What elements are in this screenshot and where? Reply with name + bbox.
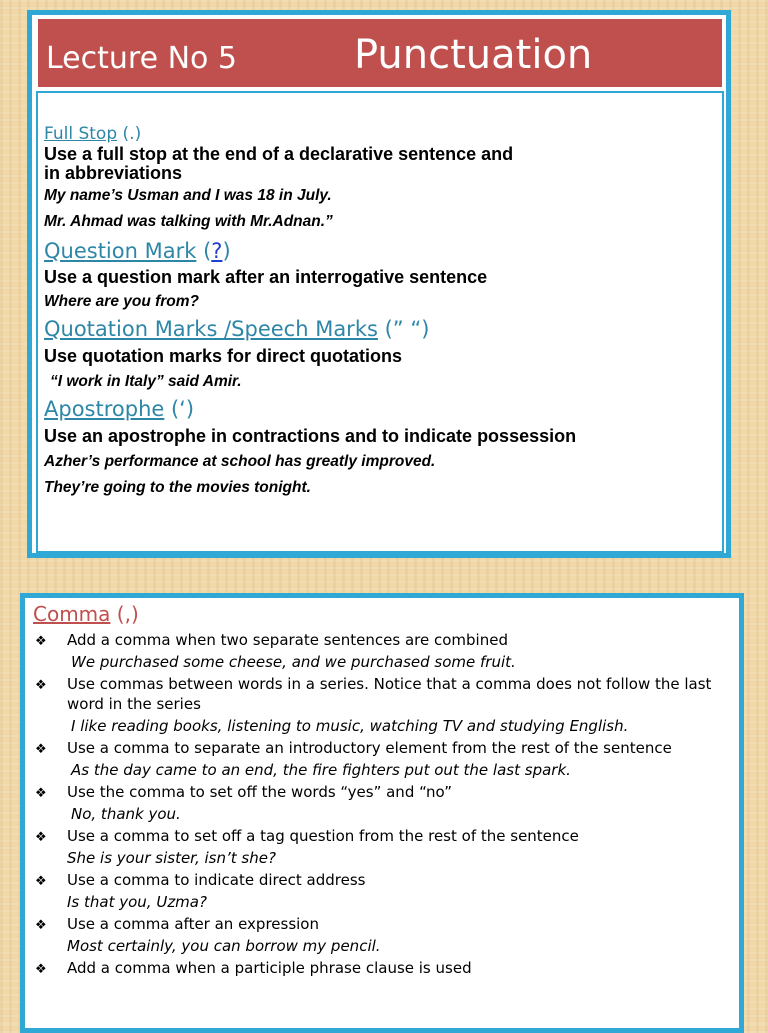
slide-title: Punctuation bbox=[354, 32, 593, 78]
lecture-number: Lecture No 5 bbox=[46, 41, 238, 76]
apostrophe-symbol: (‘) bbox=[164, 397, 195, 421]
diamond-bullet-icon: ❖ bbox=[35, 633, 47, 648]
title-bar bbox=[38, 19, 722, 87]
rule-example: No, thank you. bbox=[71, 805, 181, 823]
diamond-bullet-icon: ❖ bbox=[35, 829, 47, 844]
content-box bbox=[36, 91, 724, 553]
full-stop-rule-line2: in abbreviations bbox=[44, 163, 183, 183]
question-mark-heading bbox=[44, 237, 704, 265]
diamond-bullet-icon: ❖ bbox=[35, 741, 47, 756]
quotation-marks-rule: Use quotation marks for direct quotations bbox=[44, 346, 403, 366]
rule-text: Use a comma to indicate direct address bbox=[67, 871, 366, 889]
rule-example: We purchased some cheese, and we purchased some fruit. bbox=[71, 653, 516, 671]
apostrophe-example-2: They’re going to the movies tonight. bbox=[44, 479, 311, 496]
quotation-marks-name: Quotation Marks /Speech Marks bbox=[44, 317, 378, 341]
list-item bbox=[35, 958, 725, 978]
full-stop-symbol: (.) bbox=[122, 124, 142, 144]
rule-example: Most certainly, you can borrow my pencil. bbox=[67, 937, 381, 955]
question-mark-link[interactable]: ? bbox=[211, 239, 223, 263]
slide-2 bbox=[20, 593, 744, 1033]
question-mark-example: Where are you from? bbox=[44, 293, 200, 310]
list-item bbox=[35, 738, 725, 782]
comma-heading bbox=[33, 600, 139, 628]
diamond-bullet-icon: ❖ bbox=[35, 677, 47, 692]
rule-text: Add a comma when two separate sentences are combined bbox=[67, 631, 508, 649]
comma-symbol: (,) bbox=[110, 602, 139, 626]
list-item bbox=[35, 914, 725, 958]
rule-example: Is that you, Uzma? bbox=[67, 893, 207, 911]
list-item bbox=[35, 674, 725, 738]
full-stop-example-2: Mr. Ahmad was talking with Mr.Adnan.” bbox=[44, 213, 333, 230]
full-stop-example-1: My name’s Usman and I was 18 in July. bbox=[44, 187, 332, 204]
list-item bbox=[35, 630, 725, 674]
apostrophe-name: Apostrophe bbox=[44, 397, 165, 421]
comma-name: Comma bbox=[33, 602, 111, 626]
comma-rules-list bbox=[35, 630, 725, 978]
list-item bbox=[35, 826, 725, 870]
rule-example: She is your sister, isn’t she? bbox=[67, 849, 276, 867]
rule-example: I like reading books, listening to music, watching TV and studying English. bbox=[71, 717, 629, 735]
diamond-bullet-icon: ❖ bbox=[35, 961, 47, 976]
diamond-bullet-icon: ❖ bbox=[35, 785, 47, 800]
slide-1 bbox=[27, 10, 731, 558]
diamond-bullet-icon: ❖ bbox=[35, 917, 47, 932]
quotation-marks-example: “I work in Italy” said Amir. bbox=[50, 373, 242, 390]
question-mark-paren-open: ( bbox=[203, 239, 212, 263]
apostrophe-rule: Use an apostrophe in contractions and to indicate possession bbox=[44, 426, 577, 446]
quotation-marks-symbol: (” “) bbox=[377, 317, 430, 341]
full-stop-heading bbox=[44, 123, 704, 145]
punctuation-list bbox=[44, 123, 704, 501]
apostrophe-example-1: Azher’s performance at school has greatly improved. bbox=[44, 453, 436, 470]
diamond-bullet-icon: ❖ bbox=[35, 873, 47, 888]
full-stop-rule-line1: Use a full stop at the end of a declarative sentence and bbox=[44, 144, 514, 164]
question-mark-paren-close: ) bbox=[222, 239, 231, 263]
quotation-marks-heading bbox=[44, 315, 704, 343]
apostrophe-heading bbox=[44, 395, 704, 423]
rule-example: As the day came to an end, the fire fighters put out the last spark. bbox=[71, 761, 571, 779]
rule-text: Use the comma to set off the words “yes” and “no” bbox=[67, 783, 452, 801]
rule-text: Use a comma to separate an introductory element from the rest of the sentence bbox=[67, 739, 672, 757]
rule-text: Use commas between words in a series. Notice that a comma does not follow the last word in the series bbox=[67, 675, 712, 713]
full-stop-name: Full Stop bbox=[44, 124, 118, 144]
question-mark-rule: Use a question mark after an interrogative sentence bbox=[44, 267, 488, 287]
rule-text: Use a comma after an expression bbox=[67, 915, 319, 933]
list-item bbox=[35, 870, 725, 914]
rule-text: Use a comma to set off a tag question from the rest of the sentence bbox=[67, 827, 579, 845]
question-mark-name: Question Mark bbox=[44, 239, 197, 263]
rule-text: Add a comma when a participle phrase clause is used bbox=[67, 959, 472, 977]
list-item bbox=[35, 782, 725, 826]
